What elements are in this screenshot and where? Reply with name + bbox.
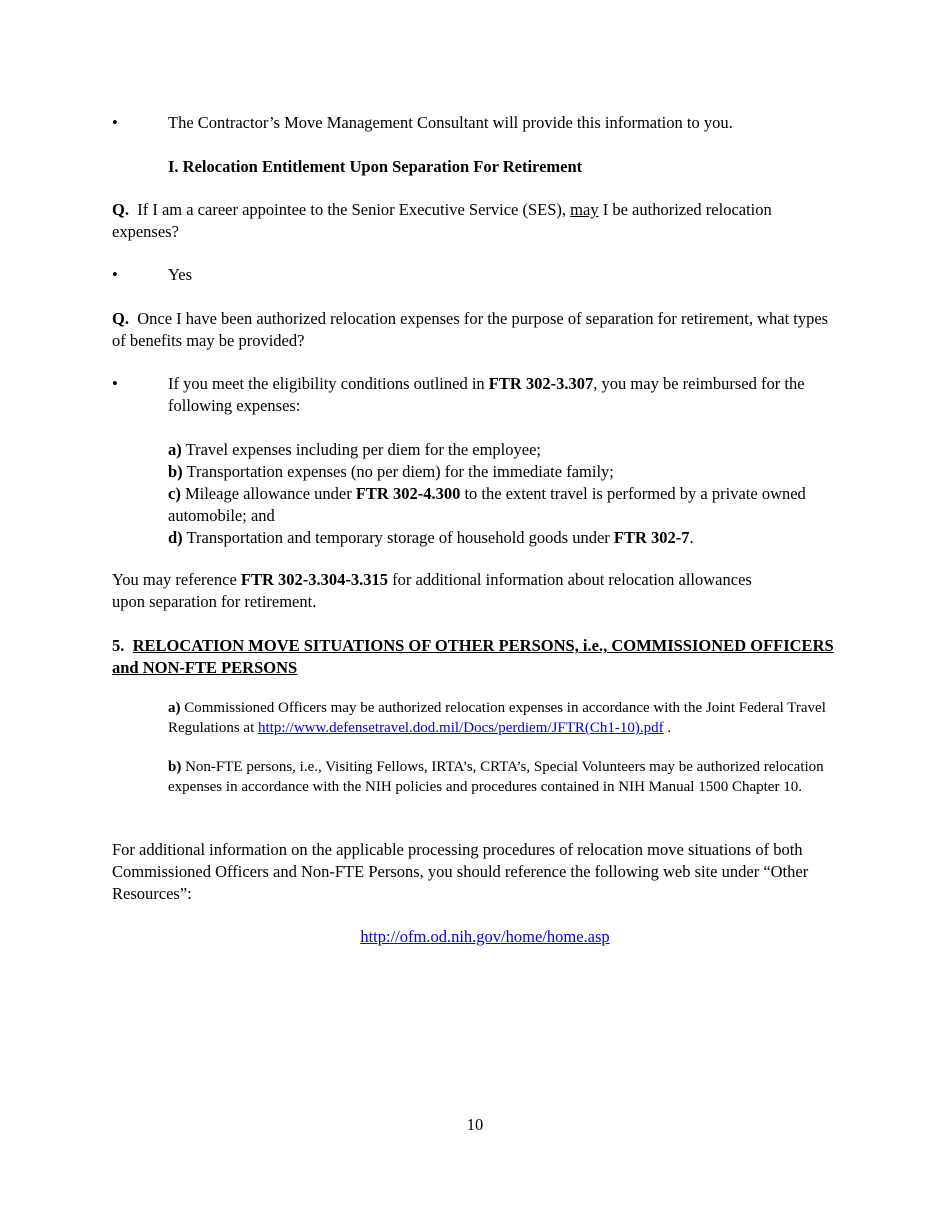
reference-paragraph [112,569,772,613]
item-text-after: to the extent travel is performed by a private owned automobile; and [168,484,806,525]
item-text: Transportation expenses (no per diem) for the immediate family; [186,462,614,481]
bullet-text: The Contractor’s Move Management Consultant will provide this information to you. [168,113,733,132]
q-label: Q. [112,309,129,328]
commissioned-officers-paragraph [168,698,858,738]
expense-item-c [168,483,842,527]
expense-item-d [168,527,842,549]
closing-paragraph: For additional information on the applicable processing procedures of relocation move situations of both Commissioned Officers and Non-FTE Persons, you should reference the following web site under “Other Resources”: [112,840,809,903]
item-text-before: Transportation and temporary storage of household goods under [186,528,610,547]
ftr-reference: FTR 302-3.307 [488,374,594,393]
item-label: b) [168,462,183,481]
section-5-heading [112,635,842,679]
q-label: Q. [112,200,129,219]
item-label: a) [168,700,181,716]
jftr-link[interactable]: http://www.defensetravel.dod.mil/Docs/perdiem/JFTR(Ch1-10).pdf [258,720,664,736]
item-label: a) [168,440,182,459]
reference-before: You may reference [112,570,237,589]
expenses-list [168,439,842,549]
item-label: b) [168,759,182,775]
item-text: Travel expenses including per diem for the employee; [185,440,541,459]
bullet-mark: • [112,113,118,132]
answer-before: If you meet the eligibility conditions outlined in [168,374,485,393]
item-text: Non-FTE persons, i.e., Visiting Fellows, IRTA’s, CRTA’s, Special Volunteers may be authorized relocation expenses in accordance with the NIH policies and procedures contained in NIH Manual 1500 Chapter 10. [168,759,824,795]
expense-item-a [168,439,842,461]
item-after: . [667,720,672,736]
item-text: Commissioned Officers may be authorized relocation expenses in accordance with the Joint Federal Travel Regulations at [168,700,826,736]
question-text: Once I have been authorized relocation expenses for the purpose of separation for retirement, what types of benefits may be provided? [112,309,829,350]
section-i-heading [168,156,848,178]
question-text-after: I be authorized relocation expenses? [112,200,772,241]
item-text-before: Mileage allowance under [184,484,352,503]
ftr-reference: FTR 302-7 [613,528,690,547]
question-text-before: If I am a career appointee to the Senior Executive Service (SES), [137,200,567,219]
answer-text: Yes [168,265,193,284]
ftr-reference: FTR 302-4.300 [355,484,461,503]
question-ses [112,199,842,243]
section-5-heading-text: RELOCATION MOVE SITUATIONS OF OTHER PERSONS, i.e., COMMISSIONED OFFICERS and NON-FTE PERSONS [112,636,834,677]
ofm-link-container [0,926,950,948]
non-fte-paragraph [168,757,838,797]
page-number: 10 [466,1115,484,1134]
bullet-mark: • [112,265,118,284]
section-i-heading-text: I. Relocation Entitlement Upon Separation For Retirement [168,157,583,176]
expense-item-b [168,461,842,483]
ofm-link[interactable]: http://ofm.od.nih.gov/home/home.asp [360,927,610,946]
reference-after: for additional information about relocation allowances upon separation for retirement. [112,570,752,611]
answer-after: , you may be reimbursed for the following expenses: [168,374,805,415]
bullet-mark: • [112,374,118,393]
answer-text [168,373,842,417]
item-label: c) [168,484,181,503]
question-underlined-word: may [570,200,599,219]
item-text-after: . [689,528,694,547]
section-number: 5. [112,636,125,655]
ftr-reference: FTR 302-3.304-3.315 [240,570,389,589]
item-label: d) [168,528,183,547]
question-benefits [112,308,842,352]
